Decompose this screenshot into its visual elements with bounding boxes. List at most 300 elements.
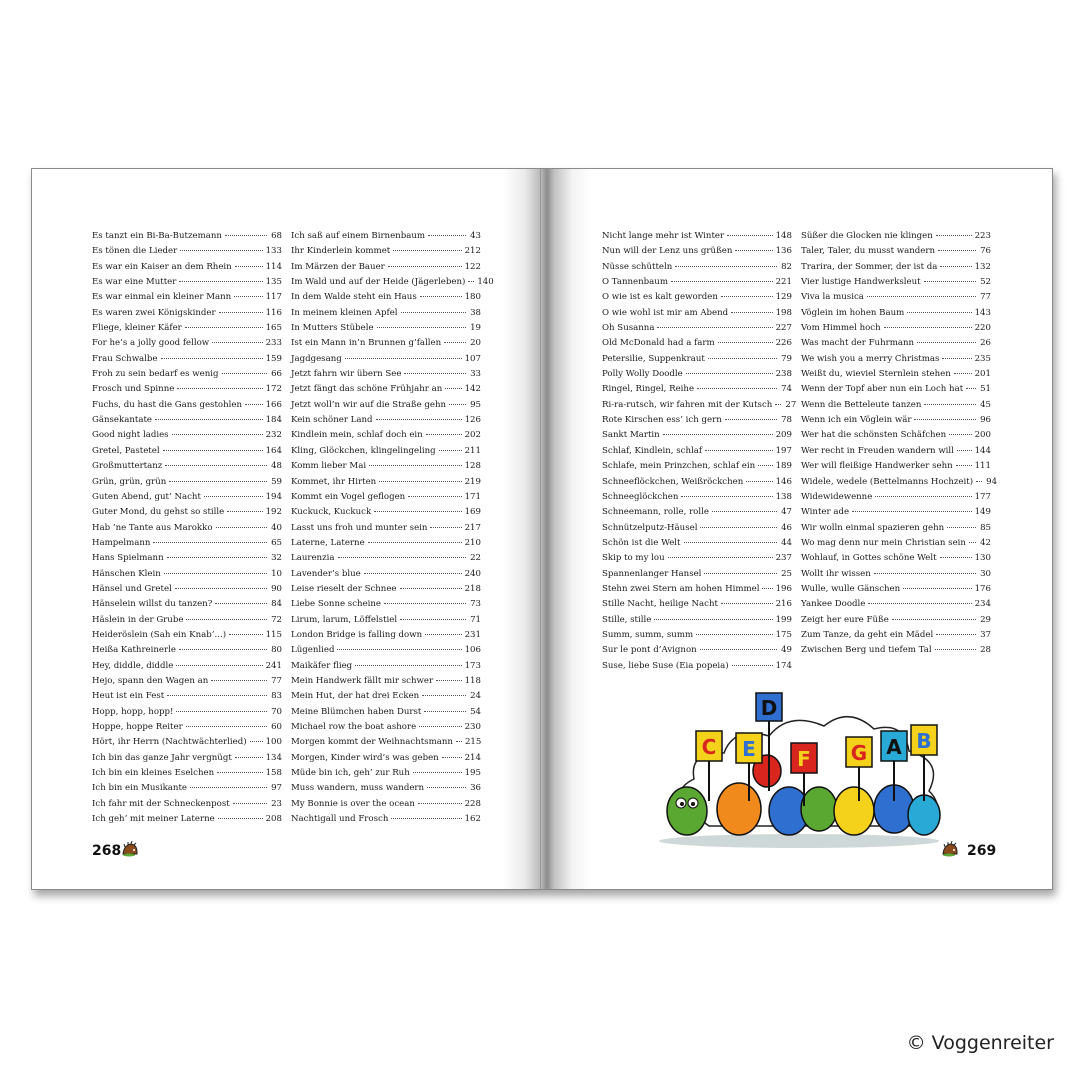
dot-leader: [428, 235, 466, 236]
song-title: Trarira, der Sommer, der ist da: [801, 261, 938, 272]
page-ref: 209: [775, 430, 792, 441]
dot-leader: [696, 634, 772, 635]
index-entry: [92, 766, 282, 781]
song-title: Schlafe, mein Prinzchen, schlaf ein: [602, 461, 756, 472]
song-title: In meinem kleinen Apfel: [291, 307, 398, 318]
song-title: Suse, liebe Suse (Eia popeia): [602, 660, 729, 671]
page-ref: 232: [265, 430, 282, 441]
index-entry: [92, 628, 282, 643]
index-entry: [291, 674, 481, 689]
song-title: Hänsel und Gretel: [92, 583, 172, 594]
song-title: Wenn ich ein Vöglein wär: [801, 415, 912, 426]
letter-sign: B: [916, 729, 932, 753]
dot-leader: [936, 235, 972, 236]
song-title: Morgen, Kinder wird’s was geben: [291, 752, 439, 763]
song-title: Meine Blümchen haben Durst: [291, 706, 422, 717]
book-gutter-line: [540, 169, 541, 889]
index-entry: [291, 705, 481, 720]
page-ref: 25: [781, 568, 792, 579]
song-title: Wo mag denn nur mein Christian sein: [801, 537, 966, 548]
page-ref: 200: [974, 430, 991, 441]
song-title: Maikäfer flieg: [291, 660, 353, 671]
song-title: Müde bin ich, geh’ zur Ruh: [291, 768, 410, 779]
index-column-1: [92, 229, 282, 827]
index-entry: [92, 244, 282, 259]
index-entry: [801, 505, 991, 520]
page-ref: 210: [464, 537, 481, 548]
song-title: Es waren zwei Königskinder: [92, 307, 216, 318]
song-title: Taler, Taler, du musst wandern: [801, 246, 935, 257]
song-title: Heideröslein (Sah ein Knab’...): [92, 629, 227, 640]
page-ref: 106: [464, 645, 481, 656]
song-title: Wenn die Betteleute tanzen: [801, 399, 922, 410]
song-title: Frosch und Spinne: [92, 384, 175, 395]
song-title: Stehn zwei Stern am hohen Himmel: [602, 583, 760, 594]
dot-leader: [227, 511, 262, 512]
letter-sign: A: [886, 735, 902, 759]
dot-leader: [681, 496, 772, 497]
song-title: Schneemann, rolle, rolle: [602, 507, 709, 518]
dot-leader: [700, 649, 777, 650]
index-entry: [801, 521, 991, 536]
page-ref: 216: [775, 599, 792, 610]
song-title: Schlaf, Kindlein, schlaf: [602, 445, 703, 456]
index-entry: [92, 551, 282, 566]
song-title: Ich bin ein Musikante: [92, 783, 187, 794]
page-ref: 115: [265, 629, 282, 640]
page-ref: 214: [464, 752, 481, 763]
song-title: Heut ist ein Fest: [92, 691, 165, 702]
index-entry: [92, 720, 282, 735]
index-entry: [92, 367, 282, 382]
index-entry: [291, 290, 481, 305]
dot-leader: [442, 757, 462, 758]
index-entry: [92, 567, 282, 582]
song-title: Nachtigall und Frosch: [291, 814, 389, 825]
page-ref: 219: [464, 476, 481, 487]
page-ref: 130: [974, 553, 991, 564]
song-title: Schneeflöckchen, Weißröckchen: [602, 476, 744, 487]
song-title: Stille Nacht, heilige Nacht: [602, 599, 718, 610]
index-entry: [801, 628, 991, 643]
index-entry: [291, 260, 481, 275]
index-entry: [602, 459, 792, 474]
page-ref: 189: [775, 461, 792, 472]
index-entry: [801, 290, 991, 305]
dot-leader: [368, 542, 462, 543]
page-ref: 24: [470, 691, 481, 702]
index-entry: [602, 229, 792, 244]
song-title: Kindlein mein, schlaf doch ein: [291, 430, 423, 441]
page-ref: 45: [980, 399, 991, 410]
song-title: Laterne, Laterne: [291, 537, 365, 548]
page-ref: 60: [271, 722, 282, 732]
index-entry: [92, 781, 282, 796]
page-ref: 107: [464, 353, 481, 364]
page-ref: 126: [464, 415, 481, 426]
index-entry: [801, 275, 991, 290]
index-entry: [92, 674, 282, 689]
page-ref: 175: [775, 629, 792, 640]
dot-leader: [444, 342, 466, 343]
index-entry: [291, 689, 481, 704]
song-title: Ich bin ein kleines Eselchen: [92, 768, 215, 779]
song-title: Michael row the boat ashore: [291, 722, 417, 732]
page-ref: 227: [775, 323, 792, 334]
index-entry: [291, 812, 481, 827]
page-ref: 192: [265, 507, 282, 518]
index-entry: [291, 735, 481, 750]
index-entry: [801, 597, 991, 612]
song-title: Wer hat die schönsten Schäfchen: [801, 430, 947, 441]
song-title: Hampelmann: [92, 537, 151, 548]
dot-leader: [420, 296, 462, 297]
index-entry: [291, 352, 481, 367]
song-title: Mein Hut, der hat drei Ecken: [291, 691, 420, 702]
dot-leader: [369, 465, 462, 466]
index-entry: [92, 413, 282, 428]
page-ref: 36: [470, 783, 481, 794]
index-entry: [291, 613, 481, 628]
index-entry: [801, 260, 991, 275]
index-entry: [801, 321, 991, 336]
dot-leader: [167, 695, 267, 696]
dot-leader: [176, 665, 262, 666]
song-title: Old McDonald had a farm: [602, 338, 715, 349]
song-title: Nun will der Lenz uns grüßen: [602, 246, 733, 257]
song-title: Liebe Sonne scheine: [291, 599, 382, 610]
song-title: Hab ’ne Tante aus Marokko: [92, 522, 213, 533]
index-entry: [92, 428, 282, 443]
page-ref: 228: [464, 798, 481, 809]
song-title: Ringel, Ringel, Reihe: [602, 384, 695, 395]
page-ref: 173: [464, 660, 481, 671]
page-ref: 176: [974, 583, 991, 594]
song-title: Kling, Glöckchen, klingelingeling: [291, 445, 436, 456]
dot-leader: [164, 573, 267, 574]
page-ref: 231: [464, 629, 481, 640]
index-entry: [602, 352, 792, 367]
song-title: Im Märzen der Bauer: [291, 261, 385, 272]
index-entry: [602, 582, 792, 597]
page-ref: 44: [781, 537, 792, 548]
index-entry: [602, 444, 792, 459]
index-entry: [291, 444, 481, 459]
page-number-right: 269: [967, 843, 997, 859]
index-entry: [602, 321, 792, 336]
page-ref: 162: [464, 814, 481, 825]
song-title: Skip to my lou: [602, 553, 665, 564]
index-entry: [801, 382, 991, 397]
page-ref: 143: [974, 307, 991, 318]
dot-leader: [172, 434, 263, 435]
index-entry: [92, 797, 282, 812]
page-ref: 65: [271, 537, 282, 548]
song-title: Ich saß auf einem Birnenbaum: [291, 231, 426, 241]
song-title: Stille, stille: [602, 614, 652, 625]
dot-leader: [185, 327, 263, 328]
song-title: Petersilie, Suppenkraut: [602, 353, 705, 364]
index-entry: [92, 352, 282, 367]
page-ref: 20: [470, 338, 481, 349]
dot-leader: [408, 496, 461, 497]
song-title: Muss wandern, muss wandern: [291, 783, 425, 794]
dot-leader: [735, 250, 772, 251]
page-ref: 40: [271, 522, 282, 533]
dot-leader: [704, 573, 777, 574]
dot-leader: [401, 312, 466, 313]
dot-leader: [663, 434, 773, 435]
page-ref: 149: [974, 507, 991, 518]
page-ref: 164: [265, 445, 282, 456]
song-title: Ri-ra-rutsch, wir fahren mit der Kutsch: [602, 399, 773, 410]
index-entry: [291, 751, 481, 766]
page-ref: 23: [271, 798, 282, 809]
index-entry: [291, 398, 481, 413]
index-entry: [291, 659, 481, 674]
dot-leader: [426, 434, 462, 435]
dot-leader: [177, 388, 262, 389]
index-entry: [92, 275, 282, 290]
dot-leader: [940, 266, 971, 267]
dot-leader: [697, 388, 777, 389]
index-entry: [92, 260, 282, 275]
dot-leader: [705, 450, 773, 451]
dot-leader: [377, 327, 466, 328]
page-ref: 194: [265, 491, 282, 502]
dot-leader: [727, 235, 773, 236]
page-ref: 240: [464, 568, 481, 579]
dot-leader: [875, 496, 971, 497]
song-title: Nüsse schütteln: [602, 261, 673, 272]
dot-leader: [725, 419, 777, 420]
index-entry: [92, 659, 282, 674]
song-title: Zwischen Berg und tiefem Tal: [801, 645, 932, 656]
index-entry: [602, 382, 792, 397]
index-entry: [291, 766, 481, 781]
song-title: Summ, summ, summ: [602, 629, 694, 640]
page-ref: 77: [980, 292, 991, 303]
page-ref: 202: [464, 430, 481, 441]
song-title: Kommt ein Vogel geflogen: [291, 491, 406, 502]
dot-leader: [216, 527, 267, 528]
dot-leader: [250, 741, 263, 742]
dot-leader: [413, 772, 462, 773]
music-monsters-illustration: [649, 691, 959, 851]
dot-leader: [936, 634, 976, 635]
page-ref: 215: [464, 737, 482, 748]
index-entry: [801, 306, 991, 321]
index-entry: [602, 505, 792, 520]
page-ref: 122: [464, 261, 481, 272]
index-entry: [291, 643, 481, 658]
index-entry: [602, 551, 792, 566]
index-entry: [602, 290, 792, 305]
page-ref: 38: [470, 307, 481, 318]
dot-leader: [388, 266, 462, 267]
song-title: Spannenlanger Hansel: [602, 568, 702, 579]
song-title: Morgen kommt der Weihnachtsmann: [291, 737, 453, 748]
index-entry: [291, 490, 481, 505]
song-title: Ist ein Mann in’n Brunnen g’fallen: [291, 338, 442, 349]
page-ref: 51: [980, 384, 991, 395]
dot-leader: [430, 527, 461, 528]
dot-leader: [424, 711, 466, 712]
dot-leader: [852, 511, 972, 512]
index-entry: [291, 229, 481, 244]
song-title: Froh zu sein bedarf es wenig: [92, 369, 219, 380]
song-title: Hört, ihr Herrn (Nachtwächterlied): [92, 737, 247, 748]
song-title: Lirum, larum, Löffelstiel: [291, 614, 398, 625]
page-ref: 26: [980, 338, 991, 349]
index-entry: [291, 536, 481, 551]
song-title: Weißt du, wieviel Sternlein stehen: [801, 369, 951, 380]
index-entry: [602, 306, 792, 321]
song-title: Jetzt woll’n wir auf die Straße gehn: [291, 399, 447, 410]
song-title: Nicht lange mehr ist Winter: [602, 231, 725, 241]
song-title: Hans Spielmann: [92, 553, 164, 564]
page-ref: 68: [271, 231, 282, 241]
song-title: Hopp, hopp, hopp!: [92, 706, 174, 717]
song-title: Jagdgesang: [291, 353, 342, 364]
song-title: Zum Tanze, da geht ein Mädel: [801, 629, 934, 640]
page-ref: 95: [470, 399, 481, 410]
index-entry: [602, 536, 792, 551]
page-ref: 197: [775, 445, 792, 456]
song-title: London Bridge is falling down: [291, 629, 423, 640]
index-entry: [801, 551, 991, 566]
song-title: Widele, wedele (Bettelmanns Hochzeit): [801, 476, 974, 487]
dot-leader: [404, 373, 466, 374]
song-title: Lügenlied: [291, 645, 335, 656]
page-ref: 146: [775, 476, 792, 487]
dot-leader: [762, 588, 772, 589]
index-entry: [92, 321, 282, 336]
page-ref: 80: [271, 645, 282, 656]
index-entry: [801, 244, 991, 259]
page-ref: 33: [470, 369, 481, 380]
index-entry: [291, 781, 481, 796]
page-ref: 184: [265, 415, 282, 426]
page-ref: 211: [464, 445, 481, 456]
index-entry: [291, 567, 481, 582]
page-ref: 241: [265, 660, 282, 671]
index-entry: [291, 551, 481, 566]
page-ref: 100: [265, 737, 282, 748]
dot-leader: [684, 542, 777, 543]
song-title: Rote Kirschen ess’ ich gern: [602, 415, 722, 426]
index-entry: [291, 428, 481, 443]
dot-leader: [668, 557, 773, 558]
dot-leader: [956, 465, 972, 466]
song-title: Zeigt her eure Füße: [801, 614, 889, 625]
copyright-notice: © Voggenreiter: [906, 1032, 1054, 1054]
dot-leader: [391, 818, 461, 819]
index-entry: [602, 628, 792, 643]
page-ref: 118: [464, 675, 481, 686]
letter-sign: C: [701, 735, 717, 759]
index-entry: [801, 582, 991, 597]
song-title: Good night ladies: [92, 430, 169, 441]
dot-leader: [775, 404, 781, 405]
index-entry: [801, 459, 991, 474]
page-ref: 136: [775, 246, 792, 257]
dot-leader: [167, 557, 267, 558]
page-ref: 116: [265, 307, 282, 318]
dot-leader: [338, 557, 467, 558]
index-entry: [801, 490, 991, 505]
song-title: Schön ist die Welt: [602, 537, 681, 548]
page-ref: 223: [974, 231, 991, 241]
index-entry: [801, 398, 991, 413]
song-title: Vöglein im hohen Baum: [801, 307, 905, 318]
index-entry: [602, 367, 792, 382]
song-title: Hänschen Klein: [92, 568, 161, 579]
index-entry: [801, 367, 991, 382]
song-title: Wer will fleißige Handwerker sehn: [801, 461, 953, 472]
page-ref: 171: [464, 491, 481, 502]
page-ref: 169: [464, 507, 481, 518]
dot-leader: [186, 726, 267, 727]
dot-leader: [700, 527, 777, 528]
dot-leader: [966, 388, 976, 389]
song-title: Kommet, ihr Hirten: [291, 476, 377, 487]
dot-leader: [422, 695, 466, 696]
index-entry: [92, 689, 282, 704]
song-title: Hoppe, hoppe Reiter: [92, 722, 183, 732]
dot-leader: [374, 511, 461, 512]
page-ref: 114: [265, 261, 282, 272]
index-entry: [291, 505, 481, 520]
page-ref: 238: [775, 369, 792, 380]
song-title: Gretel, Pastetel: [92, 445, 160, 456]
page-ref: 37: [980, 629, 991, 640]
song-title: Süßer die Glocken nie klingen: [801, 231, 933, 241]
song-title: Frau Schwalbe: [92, 353, 158, 364]
song-title: Häslein in der Grube: [92, 614, 184, 625]
song-title: Kuckuck, Kuckuck: [291, 507, 372, 518]
dot-leader: [449, 404, 466, 405]
page-ref: 94: [986, 476, 998, 487]
page-ref: 90: [271, 583, 282, 594]
song-title: Ich fahr mit der Schneckenpost: [92, 798, 230, 809]
page-ref: 138: [775, 491, 792, 502]
dot-leader: [721, 603, 773, 604]
index-entry: [291, 628, 481, 643]
song-title: Im Wald und auf der Heide (Jägerleben): [291, 277, 466, 288]
song-title: We wish you a merry Christmas: [801, 353, 940, 364]
page-ref: 117: [265, 292, 282, 303]
dot-leader: [940, 557, 972, 558]
song-title: Kein schöner Land: [291, 415, 373, 426]
page-ref: 172: [265, 384, 282, 395]
page-ref: 84: [271, 599, 282, 610]
index-entry: [801, 643, 991, 658]
page-ref: 85: [980, 522, 991, 533]
index-entry: [602, 398, 797, 413]
song-title: O Tannenbaum: [602, 277, 668, 288]
dot-leader: [222, 373, 267, 374]
song-title: Hejo, spann den Wagen an: [92, 675, 209, 686]
song-title: Vom Himmel hoch: [801, 323, 881, 334]
dot-leader: [229, 634, 263, 635]
index-entry: [801, 444, 991, 459]
letter-sign: D: [760, 696, 778, 720]
index-entry: [602, 475, 792, 490]
dot-leader: [456, 741, 462, 742]
index-entry: [602, 643, 792, 658]
song-title: Jetzt fahrn wir übern See: [291, 369, 402, 380]
